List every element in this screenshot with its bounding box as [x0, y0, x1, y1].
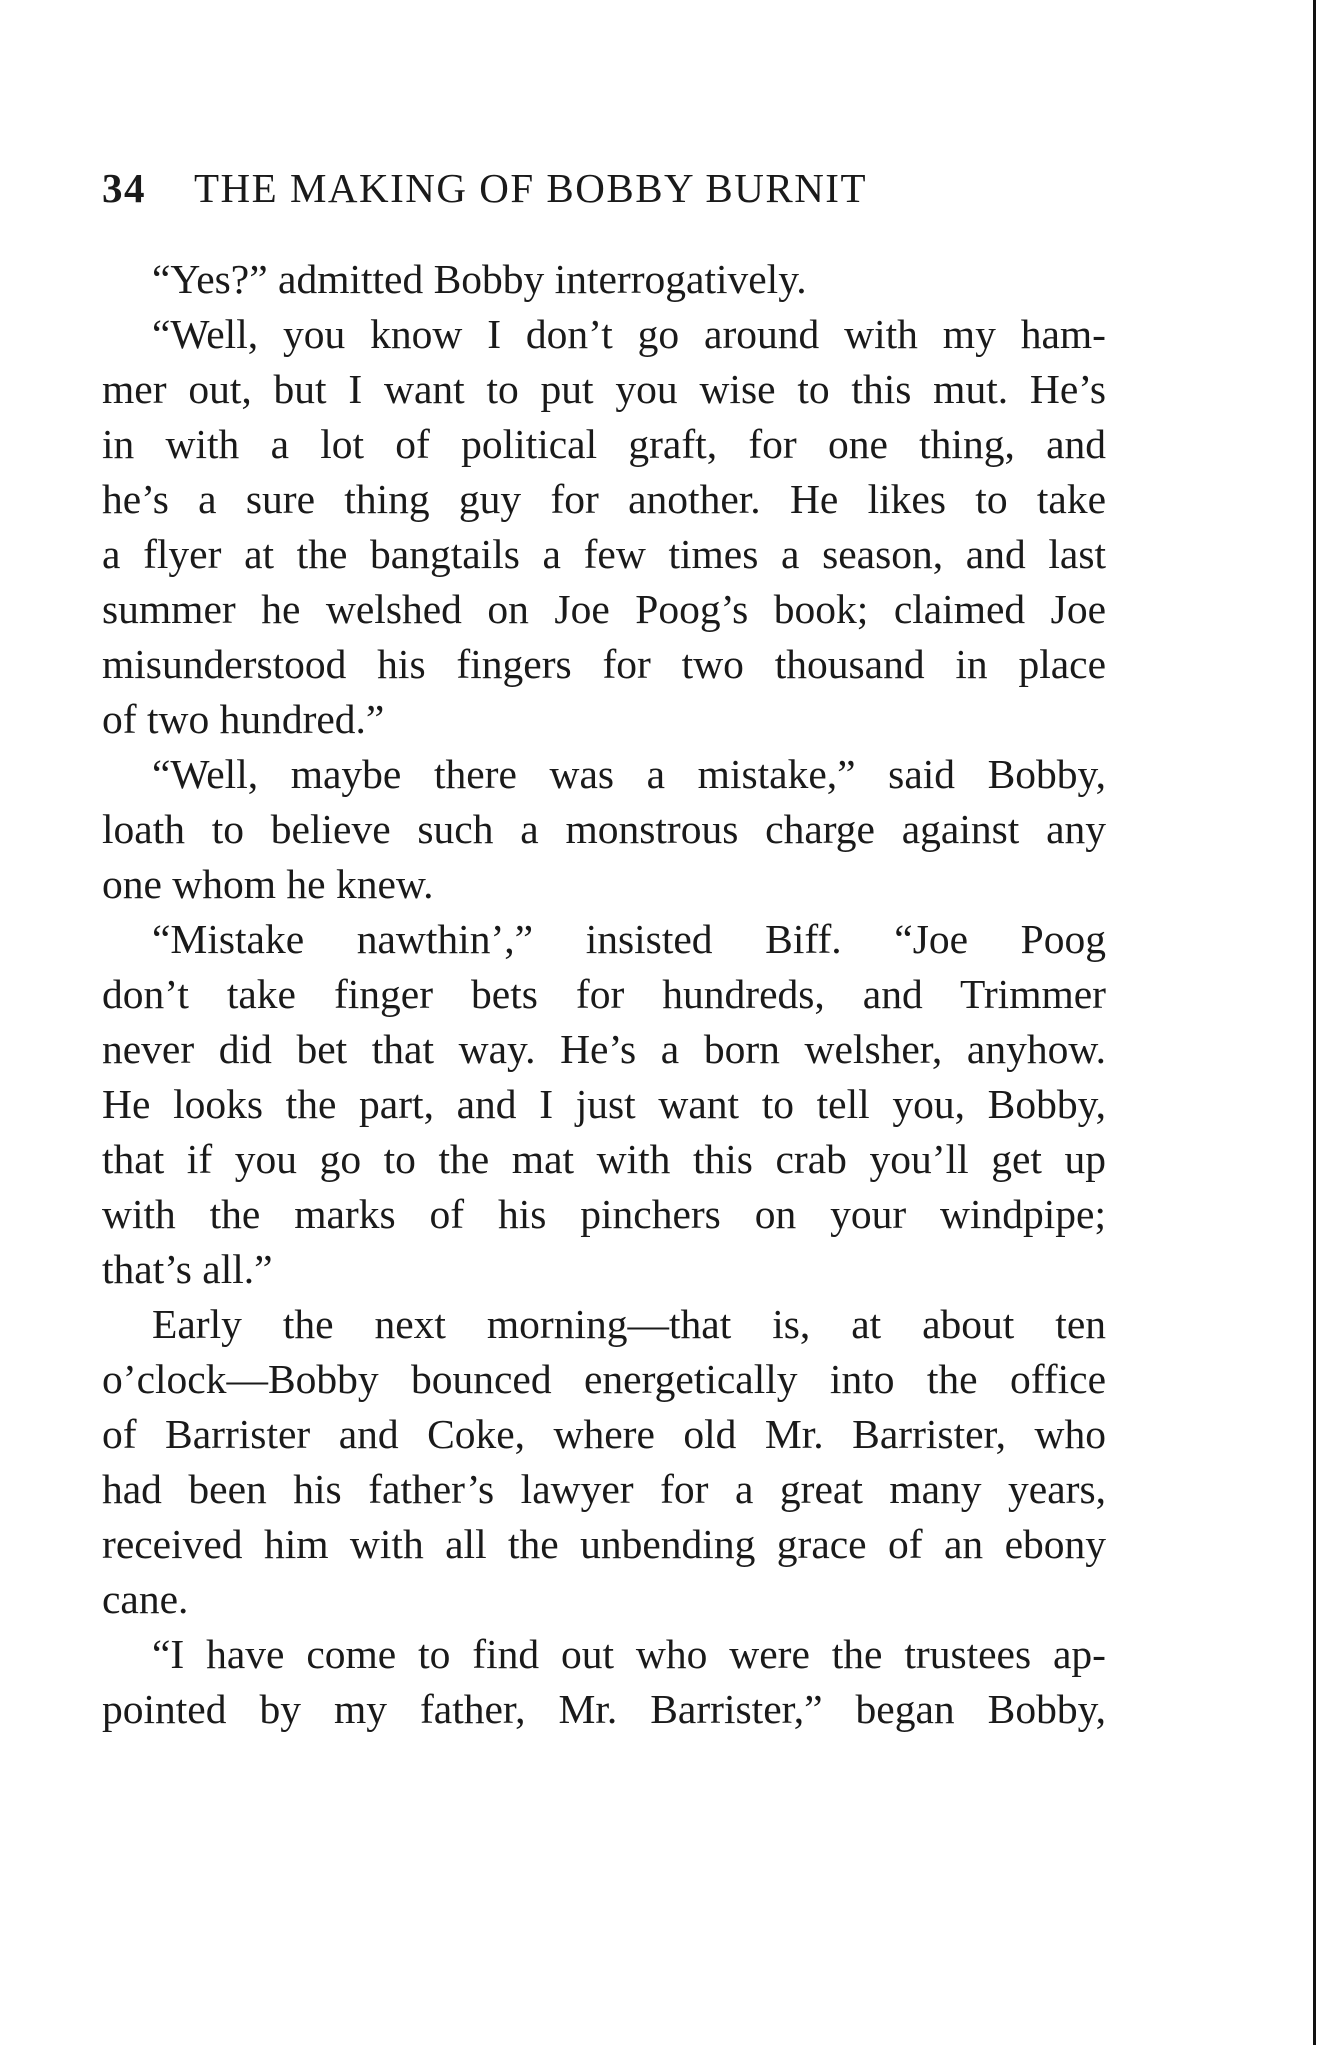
text-line: misunderstood his fingers for two thousand in place [102, 641, 1106, 687]
text-line: “I have come to find out who were the trustees ap- [152, 1631, 1106, 1677]
text-line: in with a lot of political graft, for one thing, and [102, 421, 1106, 467]
text-line: that’s all.” [102, 1246, 273, 1292]
text-line: “Mistake nawthin’,” insisted Biff. “Joe Poog [152, 916, 1106, 962]
text-line: mer out, but I want to put you wise to this mut. He’s [102, 366, 1106, 412]
text-line: loath to believe such a monstrous charge against any [102, 806, 1106, 852]
text-line: never did bet that way. He’s a born welsher, anyhow. [102, 1026, 1106, 1072]
text-line: of Barrister and Coke, where old Mr. Barrister, who [102, 1411, 1106, 1457]
text-line: received him with all the unbending grace of an ebony [102, 1521, 1106, 1567]
text-line: he’s a sure thing guy for another. He likes to take [102, 476, 1106, 522]
text-line: with the marks of his pinchers on your windpipe; [102, 1191, 1106, 1237]
text-line: that if you go to the mat with this crab you’ll get up [102, 1136, 1106, 1182]
page-number: 34 [102, 165, 146, 211]
text-line: summer he welshed on Joe Poog’s book; claimed Joe [102, 586, 1106, 632]
text-line: o’clock—Bobby bounced energetically into the office [102, 1356, 1106, 1402]
text-line: cane. [102, 1576, 189, 1622]
running-header [102, 164, 1112, 212]
text-line: “Well, maybe there was a mistake,” said Bobby, [152, 751, 1106, 797]
text-line: one whom he knew. [102, 861, 434, 907]
text-line: He looks the part, and I just want to tell you, Bobby, [102, 1081, 1106, 1127]
page-edge-rule [1313, 0, 1316, 2045]
text-line: “Well, you know I don’t go around with my ham- [152, 311, 1106, 357]
text-line: “Yes?” admitted Bobby interrogatively. [152, 256, 807, 302]
text-line: of two hundred.” [102, 696, 385, 742]
text-line: had been his father’s lawyer for a great many years, [102, 1466, 1106, 1512]
running-title: THE MAKING OF BOBBY BURNIT [194, 165, 867, 211]
text-line: don’t take finger bets for hundreds, and Trimmer [102, 971, 1106, 1017]
text-line: pointed by my father, Mr. Barrister,” began Bobby, [102, 1686, 1106, 1732]
text-line: a flyer at the bangtails a few times a season, and last [102, 531, 1106, 577]
text-line: Early the next morning—that is, at about ten [152, 1301, 1106, 1347]
body-text [102, 252, 1106, 1737]
